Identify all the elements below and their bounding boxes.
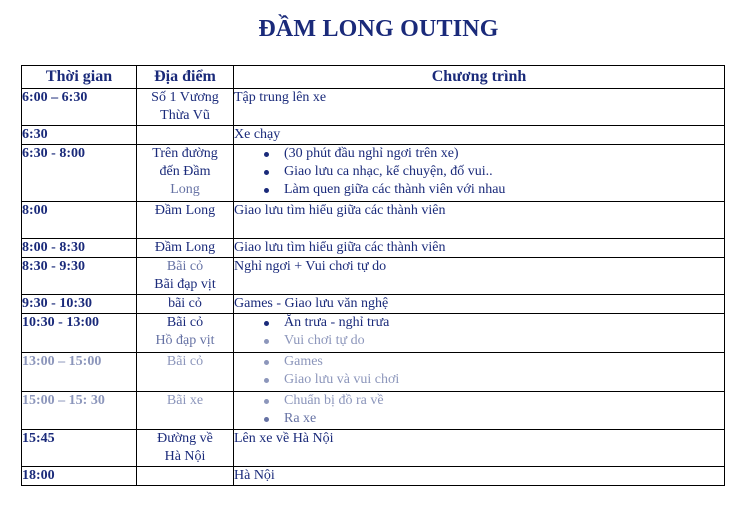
row-time: 8:00 [22, 202, 137, 239]
place-line: Thừa Vũ [160, 108, 210, 123]
place-line: Long [170, 182, 200, 197]
row-program [234, 392, 725, 430]
row-place [137, 314, 234, 353]
schedule-table [21, 65, 725, 486]
place-line: Đường về [157, 431, 213, 446]
place-line: Đầm Long [154, 240, 216, 255]
list-item: Games [259, 353, 724, 371]
place-line: bãi cỏ [168, 296, 202, 311]
row-program: Nghỉ ngơi + Vui chơi tự do [234, 258, 725, 295]
row-time: 6:30 - 8:00 [22, 145, 137, 202]
list-item: (30 phút đầu nghỉ ngơi trên xe) [259, 145, 724, 163]
row-program: Lên xe về Hà Nội [234, 430, 725, 467]
list-item: Ăn trưa - nghỉ trưa [259, 314, 724, 332]
list-item: Giao lưu ca nhạc, kể chuyện, đố vui.. [259, 163, 724, 181]
table-row [22, 145, 725, 202]
table-row [22, 239, 725, 258]
row-time: 13:00 – 15:00 [22, 353, 137, 392]
list-item: Vui chơi tự do [259, 332, 724, 350]
row-time: 8:30 - 9:30 [22, 258, 137, 295]
row-place [137, 239, 234, 258]
row-time: 10:30 - 13:00 [22, 314, 137, 353]
list-item: Giao lưu và vui chơi [259, 371, 724, 389]
row-program [234, 145, 725, 202]
row-time: 8:00 - 8:30 [22, 239, 137, 258]
table-row [22, 126, 725, 145]
table-row [22, 89, 725, 126]
place-line: Hồ đạp vịt [155, 333, 215, 348]
document-title: ĐẦM LONG OUTING [258, 16, 499, 42]
row-place [137, 202, 234, 239]
row-program: Giao lưu tìm hiểu giữa các thành viên [234, 202, 725, 239]
table-row [22, 353, 725, 392]
row-place [137, 467, 234, 486]
list-item: Chuẩn bị đồ ra về [259, 392, 724, 410]
row-program: Xe chạy [234, 126, 725, 145]
list-item: Ra xe [259, 410, 724, 428]
row-place [137, 258, 234, 295]
row-place [137, 353, 234, 392]
table-row [22, 392, 725, 430]
row-time: 6:30 [22, 126, 137, 145]
place-line: Hà Nội [164, 449, 206, 464]
place-line: Bãi cỏ [166, 259, 204, 274]
row-place [137, 89, 234, 126]
list-item: Làm quen giữa các thành viên với nhau [259, 181, 724, 199]
table-row [22, 295, 725, 314]
row-program: Hà Nội [234, 467, 725, 486]
table-row [22, 314, 725, 353]
place-line: Số 1 Vương [151, 90, 219, 105]
row-program: Tập trung lên xe [234, 89, 725, 126]
row-time: 15:45 [22, 430, 137, 467]
table-row [22, 467, 725, 486]
place-line: đến Đầm [159, 164, 211, 179]
row-time: 15:00 – 15: 30 [22, 392, 137, 430]
row-time: 9:30 - 10:30 [22, 295, 137, 314]
place-line: Bãi đạp vịt [154, 277, 216, 292]
table-header-row [22, 66, 725, 89]
place-line: Bãi xe [166, 393, 204, 408]
place-line: Trên đường [152, 146, 218, 161]
row-program [234, 314, 725, 353]
place-line: Bãi cỏ [166, 354, 204, 369]
row-time: 6:00 – 6:30 [22, 89, 137, 126]
row-place [137, 392, 234, 430]
row-program: Games - Giao lưu văn nghệ [234, 295, 725, 314]
row-program: Giao lưu tìm hiểu giữa các thành viên [234, 239, 725, 258]
table-row [22, 430, 725, 467]
header-place: Địa điểm [137, 66, 234, 89]
row-time: 18:00 [22, 467, 137, 486]
row-program [234, 353, 725, 392]
program-list [259, 392, 724, 428]
program-list [259, 314, 724, 350]
program-list [259, 353, 724, 389]
table-row [22, 202, 725, 239]
row-place [137, 126, 234, 145]
place-line: Đầm Long [154, 203, 216, 218]
table-row [22, 258, 725, 295]
header-program: Chương trình [234, 66, 725, 89]
row-place [137, 295, 234, 314]
header-time: Thời gian [22, 66, 137, 89]
row-place [137, 145, 234, 202]
program-list [259, 145, 724, 199]
row-place [137, 430, 234, 467]
place-line: Bãi cỏ [166, 315, 204, 330]
